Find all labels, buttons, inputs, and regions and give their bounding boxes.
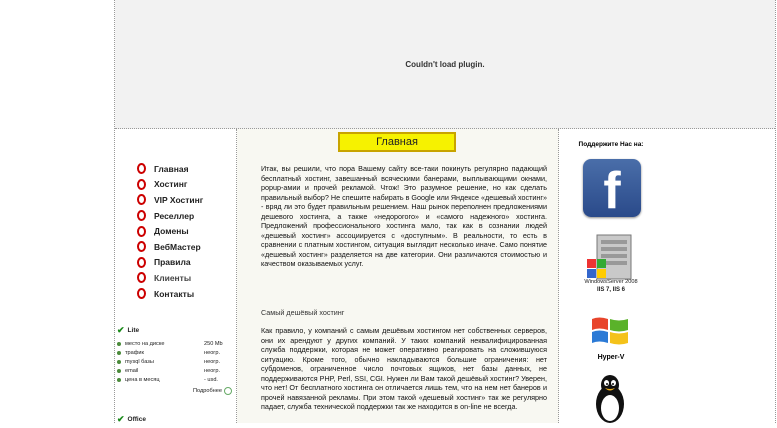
plan-lite-header: ✔ Lite <box>117 325 140 335</box>
support-heading: Поддержите Нас на: <box>578 141 644 148</box>
bullet-icon <box>117 369 121 373</box>
plan-office <box>117 414 232 428</box>
ring-bullet-icon <box>137 194 146 205</box>
bullet-icon <box>117 378 121 382</box>
flash-plugin-placeholder[interactable] <box>115 0 775 129</box>
nav-item-contacts[interactable]: Контакты <box>137 286 233 302</box>
nav-item-webmaster[interactable]: ВебМастер <box>137 239 233 255</box>
nav-item-rules[interactable]: Правила <box>137 255 233 271</box>
ring-bullet-icon <box>137 257 146 268</box>
ring-bullet-icon <box>137 272 146 283</box>
cheap-hosting-paragraph: Как правило, у компаний с самым дешёвым хостингом нет собственных серверов, они их арендуют у других компаний. У таких компаний неквалифицированная служба поддержки, которая не может оперативно реагировать на сложившуюся ситуацию. Кроме того, обычно накладываются большие ограничения: нет субдоменов, ограниченное число почтовых ящиков, нет базы данных, не поддерживаются PHP, Perl, SSI, CGI. Нужен ли Вам такой дешёвый хостинг? Уверен, что нет! От бесплатного хостинга он отличается лишь тем, что на нем нет банеров и прочей навязанной рекламы. При этом такой «дешевый хостинг» так же регулярно падает, служба технической поддержки так же находится в on-line не всегда. <box>261 326 547 411</box>
checkmark-icon: ✔ <box>117 325 125 335</box>
bullet-icon <box>117 351 121 355</box>
facebook-icon[interactable]: f <box>583 159 641 217</box>
right-sidebar <box>559 129 775 423</box>
nav-item-domains[interactable]: Домены <box>137 223 233 239</box>
section-subheading: Самый дешёвый хостинг <box>261 308 345 317</box>
ring-bullet-icon <box>137 210 146 221</box>
plan-row: email неогр. <box>117 367 232 376</box>
left-sidebar <box>115 129 237 423</box>
ring-bullet-icon <box>137 226 146 237</box>
nav-item-clients[interactable]: Клиенты <box>137 270 233 286</box>
linux-tux-icon[interactable] <box>593 374 627 423</box>
nav-item-hosting[interactable]: Хостинг <box>137 177 233 193</box>
page-frame <box>114 0 776 423</box>
plugin-error-message: Couldn't load plugin. <box>405 59 485 69</box>
ring-bullet-icon <box>137 179 146 190</box>
bullet-icon <box>117 360 121 364</box>
bullet-icon <box>117 342 121 346</box>
ring-bullet-icon <box>137 163 146 174</box>
plan-lite <box>117 325 232 395</box>
nav-item-home[interactable]: Главная <box>137 161 233 177</box>
windows-logo-icon[interactable] <box>589 313 631 349</box>
nav-item-vip-hosting[interactable]: VIP Хостинг <box>137 192 233 208</box>
plan-office-header: ✔ Office <box>117 414 146 424</box>
checkmark-icon: ✔ <box>117 414 125 424</box>
page-title: Главная <box>338 132 456 152</box>
plan-lite-more-link[interactable]: Подробнее <box>117 387 232 395</box>
intro-paragraph: Итак, вы решили, что пора Вашему сайту все-таки покинуть регулярно падающий бесплатный хостинг, завешанный всяческими банерами, выплывающими окнами, popup-амии и прочей рекламой. Чтож! Это разумное решение, но как сделать правильный выбор? Не спешите набирать в Google или Яндексе «дешевый хостинг» - вряд ли это будет правильным решением. Наш рынок переполнен предложениями дешевого хостинга, а также «недорогого» и «самого надежного» хостинга. Предложений профессионального хостинга мало, так как в сознании людей «дешевый хостинг» ассоциируется с «доступным». В реальности, то есть в сравнении с платным хостингом, ситуация выглядит несколько иначе. Само понятие «дешевый хостинг» разделяется на две категории. Они различаются стоимостью и качеством оказываемых услуг. <box>261 164 547 268</box>
nav-item-reseller[interactable]: Реселлер <box>137 208 233 224</box>
windows-server-icon[interactable] <box>583 233 641 283</box>
ring-bullet-icon <box>137 288 146 299</box>
main-content <box>237 129 559 423</box>
plan-row: трафик неогр. <box>117 348 232 357</box>
ring-bullet-icon <box>137 241 146 252</box>
circle-arrow-icon <box>224 387 232 395</box>
plan-row: место на диске 250 Mb <box>117 339 232 348</box>
plan-row: mysql базы неогр. <box>117 357 232 366</box>
hyper-v-label: Hyper-V <box>597 354 625 361</box>
iis-versions-label: IIS 7, IIS 6 <box>596 287 625 293</box>
plan-row: цена в месяц - usd. <box>117 376 232 385</box>
windows-server-label: WindowsServer 2008 <box>584 279 638 285</box>
main-nav <box>137 161 233 301</box>
